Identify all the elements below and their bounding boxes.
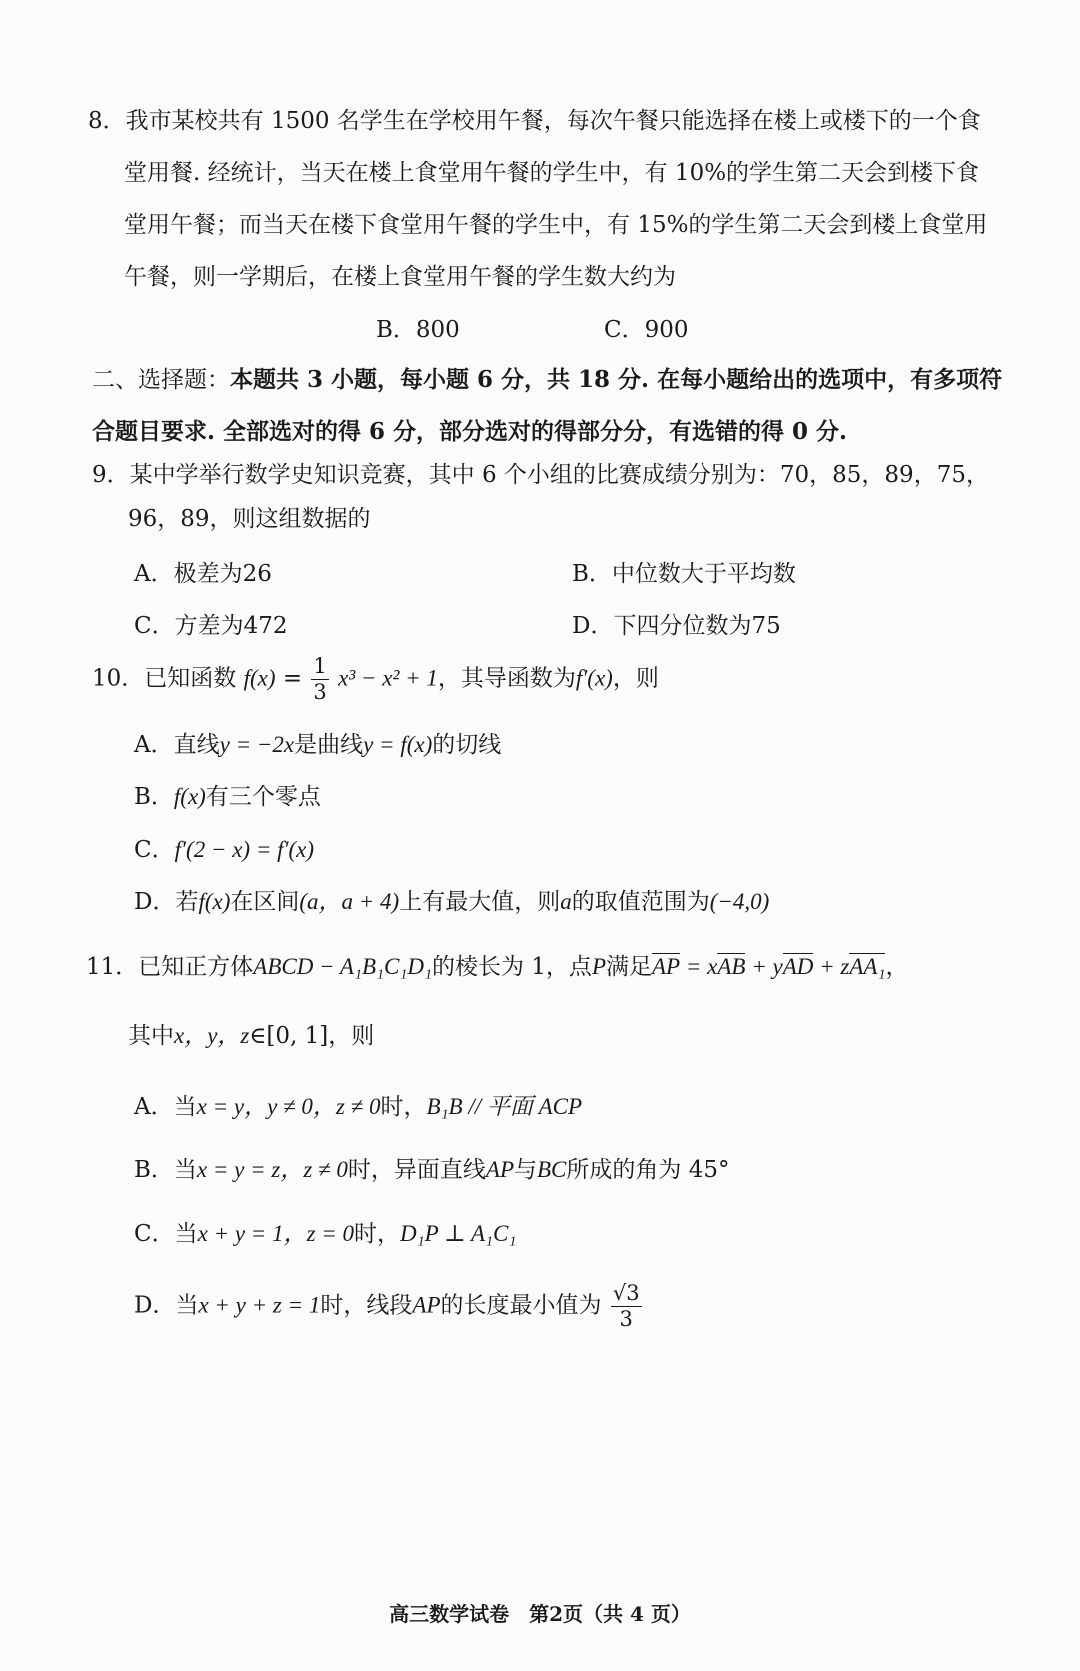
q10-frac-den: 3 (313, 680, 327, 704)
vector-ap: AP (652, 954, 681, 979)
text-segment: x + y = 1，z = 0 (197, 1221, 355, 1246)
text-segment: 上有最大值，则 (399, 889, 561, 915)
text-segment: 有三个零点 (205, 784, 321, 810)
q8-line3: 堂用午餐；而当天在楼下食堂用午餐的学生中，有 15%的学生第二天会到楼上食堂用 (124, 212, 988, 238)
q9-option-a: A．极差为26 (134, 561, 272, 587)
q10-fraction (311, 656, 328, 703)
text-segment: D．若 (134, 889, 199, 915)
text-segment: x + y + z = 1 (198, 1292, 321, 1318)
q8-line1: 8．我市某校共有 1500 名学生在学校用午餐，每次午餐只能选择在楼上或楼下的一个食 (88, 108, 981, 134)
text-segment: C．当 (134, 1221, 198, 1247)
text-segment: 是曲线 (294, 732, 364, 758)
q11-min-fraction (611, 1283, 642, 1330)
section2-line1 (92, 361, 1002, 394)
q8-option-c: C．900 (604, 317, 689, 343)
q10-fx: f(x) (243, 665, 276, 691)
q10-stem: 10．已知函数 f(x) = $\frac{1}{3}$ x³ − x² + 1，其导函数为f′(x)，则 (92, 654, 659, 704)
text-segment: x = y，y ≠ 0，z ≠ 0 (196, 1094, 381, 1119)
text-segment: ，则 (328, 1023, 375, 1049)
text-segment: ， (885, 954, 909, 980)
q9-line1: 9．某中学举行数学史知识竞赛，其中 6 个小组的比赛成绩分别为：70，85，89，75， (92, 462, 989, 488)
text-segment: 的棱长为 1，点 (431, 954, 592, 980)
q10-end: ，则 (612, 665, 659, 692)
text-segment: AP (485, 1157, 514, 1182)
text-segment: 与 (514, 1157, 537, 1183)
text-segment: 时， (354, 1221, 401, 1247)
text-segment: C． (134, 837, 175, 863)
q10-fprime: f′(x) (575, 665, 613, 691)
text-segment: D．当 (134, 1292, 199, 1319)
text-segment: ∈[0, 1] (249, 1023, 329, 1049)
text-segment: 的切线 (432, 732, 502, 758)
q8-line2: 堂用餐. 经统计，当天在楼上食堂用午餐的学生中，有 10%的学生第二天会到楼下食 (124, 160, 980, 186)
text-segment: x = y = z，z ≠ 0 (196, 1157, 348, 1182)
text-segment: 时， (380, 1094, 427, 1120)
text-segment: A．直线 (134, 732, 220, 758)
vector-ad: AD (782, 954, 814, 979)
text-segment: B． (134, 784, 174, 810)
section2-line2: 合题目要求. 全部选对的得 6 分，部分选对的得部分分，有选错的得 0 分. (92, 418, 848, 445)
text-segment: AP (412, 1292, 441, 1318)
text-segment: = x (680, 954, 718, 979)
q11-option-c (134, 1215, 516, 1248)
q11-stem (86, 948, 908, 981)
text-segment: B₁B // 平面 ACP (426, 1094, 583, 1119)
q10-mid: ，其导函数为 (437, 665, 576, 692)
text-segment: (a，a + 4) (299, 889, 400, 914)
q11-cube: ABCD − A₁B₁C₁D₁ (253, 954, 432, 979)
q11-frac-num: √3 (612, 1281, 640, 1305)
q10-option-d (134, 883, 769, 916)
q8-line4: 午餐，则一学期后，在楼上食堂用午餐的学生数大约为 (124, 264, 676, 290)
q9-option-b: B．中位数大于平均数 (572, 561, 796, 587)
q11-option-a (134, 1088, 582, 1121)
q10-expression: x³ − x² + 1 (338, 665, 438, 691)
q10-option-a (134, 726, 501, 759)
q10-option-c (134, 831, 314, 864)
text-segment: f(x) (198, 889, 231, 914)
q10-frac-num: 1 (313, 654, 327, 678)
text-segment: 在区间 (230, 889, 300, 915)
text-segment: 时，线段 (320, 1292, 413, 1319)
text-segment: 所成的角为 45° (566, 1157, 730, 1183)
text-segment: (−4,0) (709, 889, 770, 914)
text-segment: 时，异面直线 (347, 1157, 486, 1183)
section2-title: 二、选择题： (92, 367, 230, 393)
text-segment: f′(2 − x) = f′(x) (174, 837, 315, 862)
text-segment: y = f(x) (363, 732, 433, 757)
q9-option-c: C．方差为472 (134, 613, 288, 639)
text-segment: 其中 (128, 1023, 174, 1049)
page-footer: 高三数学试卷 第2页（共 4 页） (389, 1602, 691, 1626)
text-segment: P (591, 954, 606, 979)
text-segment: f(x) (173, 784, 206, 809)
q9-option-d: D．下四分位数为75 (572, 613, 781, 639)
text-segment: 11．已知正方体 (86, 954, 254, 980)
text-segment: 满足 (606, 954, 652, 980)
text-segment: D₁P ⊥ A₁C₁ (400, 1221, 517, 1246)
text-segment: + z (813, 954, 850, 979)
text-segment: BC (537, 1157, 567, 1182)
q11-line2 (128, 1017, 374, 1050)
text-segment: 的长度最小值为 (440, 1292, 602, 1319)
text-segment: a (560, 889, 572, 914)
q10-option-b (134, 778, 321, 811)
text-segment: 的取值范围为 (571, 889, 710, 915)
section2-instructions: 本题共 3 小题，每小题 6 分，共 18 分. 在每小题给出的选项中，有多项符 (230, 366, 1003, 393)
q11-frac-den: 3 (619, 1307, 633, 1331)
q9-line2: 96，89，则这组数据的 (128, 506, 371, 532)
vector-ab: AB (717, 954, 746, 979)
q8-option-b: B．800 (376, 317, 460, 343)
text-segment: + y (745, 954, 783, 979)
q11-option-d (134, 1283, 644, 1330)
text-segment: y = −2x (219, 732, 295, 757)
q10-prefix: 10．已知函数 (92, 665, 237, 692)
q11-option-b (134, 1151, 729, 1184)
text-segment: x，y，z (174, 1023, 250, 1048)
text-segment: A．当 (134, 1094, 197, 1120)
text-segment: B．当 (134, 1157, 197, 1183)
vector-aa1: AA₁ (849, 954, 886, 979)
